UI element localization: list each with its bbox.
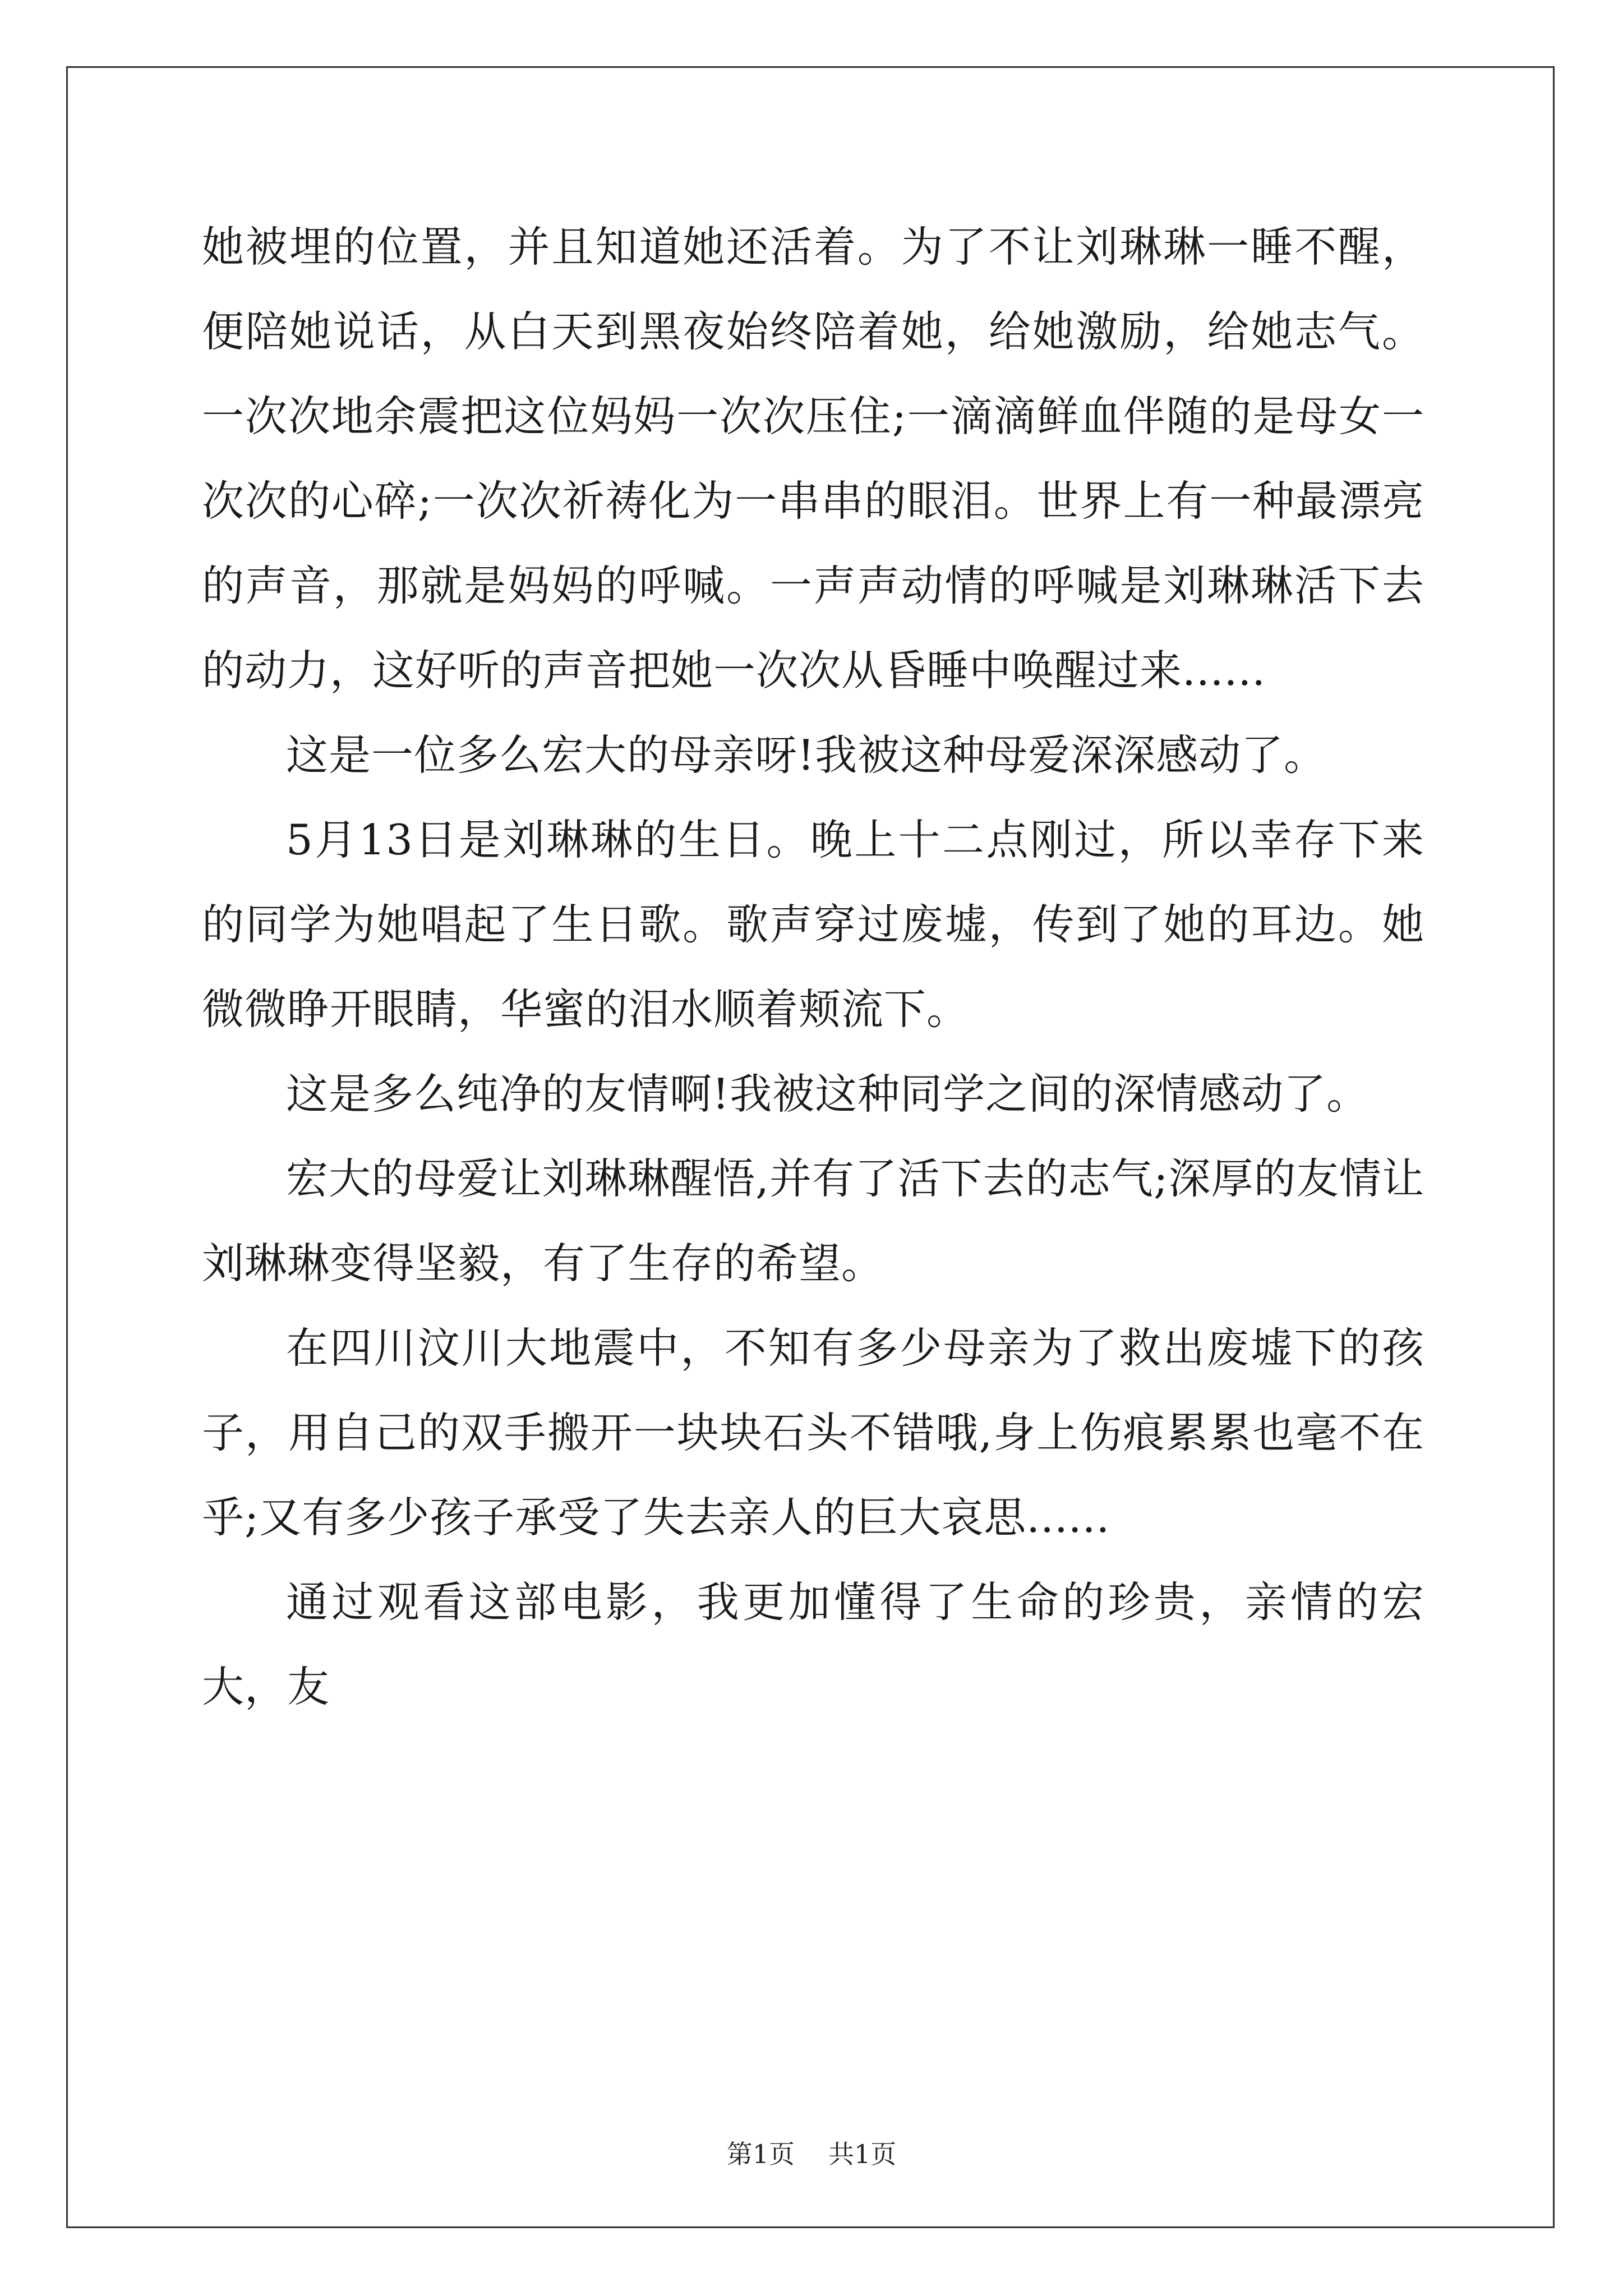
paragraph: 这是一位多么宏大的母亲呀!我被这种母爱深深感动了。 <box>286 730 1327 780</box>
paragraph: 在四川汶川大地震中，不知有多少母亲为了救出废墟下的孩子，用自己的双手搬开一块块石头不错哦,身上伤痕累累也毫不在乎;又有多少孩子承受了失去亲人的巨大哀思...... <box>202 1323 1424 1542</box>
paragraph: 5月13日是刘琳琳的生日。晚上十二点刚过，所以幸存下来的同学为她唱起了生日歌。歌声穿过废墟，传到了她的耳边。她微微睁开眼睛，华蜜的泪水顺着颊流下。 <box>202 815 1424 1034</box>
page-number: 第1页 <box>726 2139 795 2169</box>
paragraph: 通过观看这部电影，我更加懂得了生命的珍贵，亲情的宏大，友 <box>202 1577 1424 1711</box>
paragraph: 她被埋的位置，并且知道她还活着。为了不让刘琳琳一睡不醒，便陪她说话，从白天到黑夜始终陪着她，给她激励，给她志气。一次次地余震把这位妈妈一次次压住;一滴滴鲜血伴随的是母女一次次的心碎;一次次祈祷化为一串串的眼泪。世界上有一种最漂亮的声音，那就是妈妈的呼喊。一声声动情的呼喊是刘琳琳活下去的动力，这好听的声音把她一次次从昏睡中唤醒过来...... <box>202 222 1424 695</box>
paragraph: 宏大的母爱让刘琳琳醒悟,并有了活下去的志气;深厚的友情让刘琳琳变得坚毅，有了生存的希望。 <box>202 1154 1424 1288</box>
page-footer <box>0 2137 1623 2171</box>
page-total: 共1页 <box>828 2139 897 2169</box>
paragraph: 这是多么纯净的友情啊!我被这种同学之间的深情感动了。 <box>286 1069 1370 1119</box>
document-body <box>202 205 1424 1729</box>
